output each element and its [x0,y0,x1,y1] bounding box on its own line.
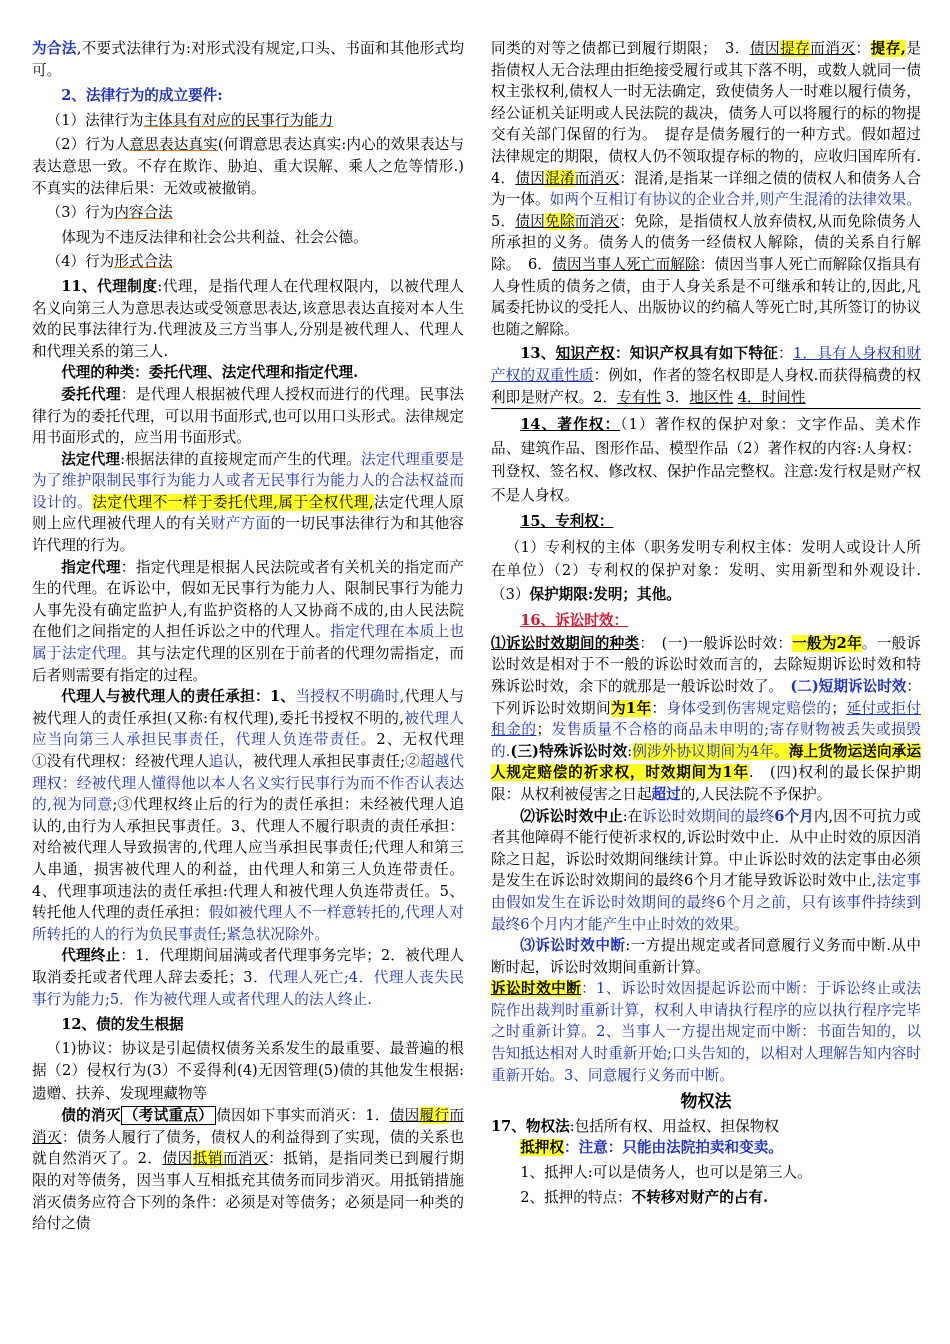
section-15-title: 15、专利权： [520,513,614,531]
designated-agency: 指定代理：指定代理是根据人民法院或者有关机关的指定而产生的代理。在诉讼中，假如无民事行为能力人、限制民事行为能力人事先没有确定监护人,有监护资格的人又协商不成的,由人民法院在他们之间指定的人担任诉讼之中的代理人。指定代理在本质上也属于法定代理。其与法定代理的区别在于前者的代理勿需指定，而后者则需要有指定的过程。 [32,558,464,684]
debt-extinction-continued: 同类的对等之债都已到履行期限； 3．债因提存而消灭：提存,是指债权人无合法理由拒绝接受履行或其下落不明，或数人就同一债权主张权利,债权人一时无法确定，致使债务人一时难以履行债务，经公证机关证明或人民法院的裁决，债务人可以将履行的标的物提交有关部门保留的行为。 提存是债务履行的一种方式。假如超过法律规定的期限，债权人仍不领取提存标的物的，应收归国库所有.4．债因混淆而消灭：混淆,是指某一详细之债的债权人和债务人合为一体。如两个互相订有协议的企业合并,则产生混淆的法律效果。5．债因免除而消灭：免除，是指债权人放弃债权,从而免除债务人所承担的义务。债务人的债务一经债权人解除，债的关系自行解除。 6．债因当事人死亡而解除：债因当事人死亡而解除仅指具有人身性质的债务之债，由于人身关系是不可继承和转让的,因此,凡属委托协议的受托人、出版协议的约稿人等死亡时,其所签订的协议也随之解除。 [491,40,921,338]
right-column [491,38,921,1208]
section-12-title: 12、债的发生根据 [61,1016,184,1034]
requirement-2: （2）行为人意思表达真实(何谓意思表达真实:内心的效果表达与表达意思一致。不存在欺诈、胁迫、重大误解、乘人之危等情形.)不真实的法律后果：无效或被撤销。 [32,136,464,197]
limitation-suspension: ⑵诉讼时效中止:在诉讼时效期间的最终6个月内,因不可抗力或者其他障碍不能行使祈求权的,诉讼时效中止．从中止时效的原因消除之日起，诉讼时效期间继续计算。中止诉讼时效的法定事由必须是发生在诉讼时效期间的最终6个月才能导致诉讼时效中止,法定事由假如发生在诉讼时效期间的最终6个月之前，只有该事件持续到最终6个月内才能产生中止时效的效果。 [491,807,922,933]
section-11-agency: 11、代理制度:代理，是指代理人在代理权限内，以被代理人名义向第三人为意思表达或受领意思表达,该意思表达直接对本人生效的民事法律行为.代理波及三方当事人,分别是被代理人、代理人和代理关系的第三人. [32,277,464,360]
section-14-copyright: 14、著作权：（1）著作权的保护对象：文字作品、美术作品、建筑作品、图形作品、模型作品（2）著作权的内容:人身权：刊登权、签名权、修改权、保护作品完整权。注意:发行权是财产权不是人身权。 [491,416,921,504]
requirement-1: （1）法律行为主体具有对应的民事行为能力 [46,111,334,129]
requirement-3: （3）行为内容合法 [46,204,173,222]
requirement-4: （4）行为形式合法 [46,253,173,271]
agency-kinds: 代理的种类：委托代理、法定代理和指定代理. [61,364,359,382]
limitation-types: ⑴诉讼时效期间的种类： (一)一般诉讼时效：一般为2年。一般诉讼时效是相对于不一般的诉讼时效而言的，去除短期诉讼时效和特殊诉讼时效，余下的就那是一般诉讼时效了。 (二)短期诉讼时效：下列诉讼时效期间为1年：身体受到伤害规定赔偿的；延付或拒付租金的；发售质量不合格的商品未申明的;寄存财物被丢失或损毁的.(三)特殊诉讼时效:例涉外协议期间为4年。海上货物运送向承运人规定赔偿的祈求权，时效期间为1年. (四)权利的最长保护期限：从权利被侵害之日起超过的,人民法院不予保护。 [491,634,922,803]
divider [491,408,921,410]
mortgage-title: 抵押权：注意：只能由法院拍卖和变卖。 [520,1139,783,1157]
section-2-title: 2、法律行为的成立要件: [61,87,223,105]
entrusted-agency: 委托代理：是代理人根据被代理人授权而进行的代理。民事法律行为的委托代理，可以用书面形式,也可以用口头形式。法律规定用书面形式的，应当用书面形式。 [32,385,464,447]
property-law-heading: 物权法 [680,1092,732,1113]
statutory-agency: 法定代理:根据法律的直接规定而产生的代理。法定代理重要是为了维护限制民事行为能力人或者无民事行为能力人的合法权益而设计的。法定代理不一样于委托代理,属于全权代理,法定代理人原则上应代理被代理人的有关财产方面的一切民事法律行为和其他容许代理的行为。 [32,450,464,555]
intro-paragraph: 为合法,不要式法律行为:对形式没有规定,口头、书面和其他形式均可。 [32,40,464,79]
left-column [32,38,479,1235]
agency-termination: 代理终止：1．代理期间届满或者代理事务完毕；2．被代理人取消委托或者代理人辞去委托；3．代理人死亡;4．代理人丧失民事行为能力;5．作为被代理人或者代理人的法人终止. [32,947,464,1008]
requirement-3-detail: 体现为不违反法律和社会公共利益、社会公德。 [61,228,368,246]
limitation-interruption: ⑶诉讼时效中断:一方提出规定或者同意履行义务而中断.从中断时起，诉讼时效期间重新计算。 [491,937,921,976]
debt-extinction: 债的消灭 （考试重点） 债因如下事实而消灭：1．债因履行而消灭：债务人履行了债务，债权人的利益得到了实现，债的关系也就自然消灭了。2．债因抵销而消灭：抵销，是指同类已到履行期限的对等债务，因当事人互相抵充其债务而同步消灭。用抵销措施消灭债务应符合下列的条件：必须是对等债务；必须是同一种类的给付之债 [32,1107,464,1233]
limitation-interruption-detail: 诉讼时效中断：1、诉讼时效因提起诉讼而中断：于诉讼终止或法院作出裁判时重新计算，权利人申请执行程序的应以执行程序完毕之时重新计算。2、当事人一方提出规定而中断：书面告知的，以告知抵达相对人时重新开始;口头告知的，以相对人理解告知内容时重新开始。3、同意履行义务而中断。 [491,980,921,1084]
section-17-property: 17、物权法:包括所有权、用益权、担保物权 [491,1117,779,1135]
agency-liability: 代理人与被代理人的责任承担：1、当授权不明确时,代理人与被代理人的责任承担(又称:有权代理),委托书授权不明的,被代理人应当向第三人承担民事责任，代理人负连带责任。2、无权代理 ①没有代理权：经被代理人追认，被代理人承担民事责任;②超越代理权：经被代理人懂得他以本人名义实行民事行为而不作否认表达的,视为同意;③代理权终止后的行为的责任承担：未经被代理人追认的,由行为人承担民事责任。3、代理人不履行职责的责任承担：对给被代理人导致损害的,代理人应当承担民事责任;代理人和第三人串通，损害被代理人的利益，由代理人和第三人负连带责任。4、代理事项违法的责任承担:代理人和被代理人负连带责任。5、转托他人代理的责任承担：假如被代理人不一样意转托的,代理人对所转托的人的行为负民事责任;紧急状况除外。 [32,688,479,943]
section-16-title: 16、诉讼时效： [520,612,629,630]
section-15-patent: （1）专利权的主体（职务发明专利权主体：发明人或设计人所在单位）（2）专利权的保护对象：发明、实用新型和外观设计.（3）保护期限:发明；其他。 [491,538,921,603]
debt-origins: （1)协议：协议是引起债权债务关系发生的最重要、最普遍的根据（2）侵权行为(3）不妥得利(4)无因管理(5)债的其他发生根据:遗赠、扶养、发现埋藏物等 [32,1039,464,1102]
mortgage-item-1: 1、抵押人:可以是债务人，也可以是第三人。 [520,1164,812,1182]
section-13-ip: 13、知识产权：知识产权具有如下特征：1．具有人身权和财产权的双重性质：例如，作者的签名权即是人身权.而获得稿费的权利即是财产权。2．专有性 3．地区性 4．时间性 [491,345,921,406]
mortgage-item-2: 2、抵押的特点：不转移对财产的占有. [520,1188,769,1206]
